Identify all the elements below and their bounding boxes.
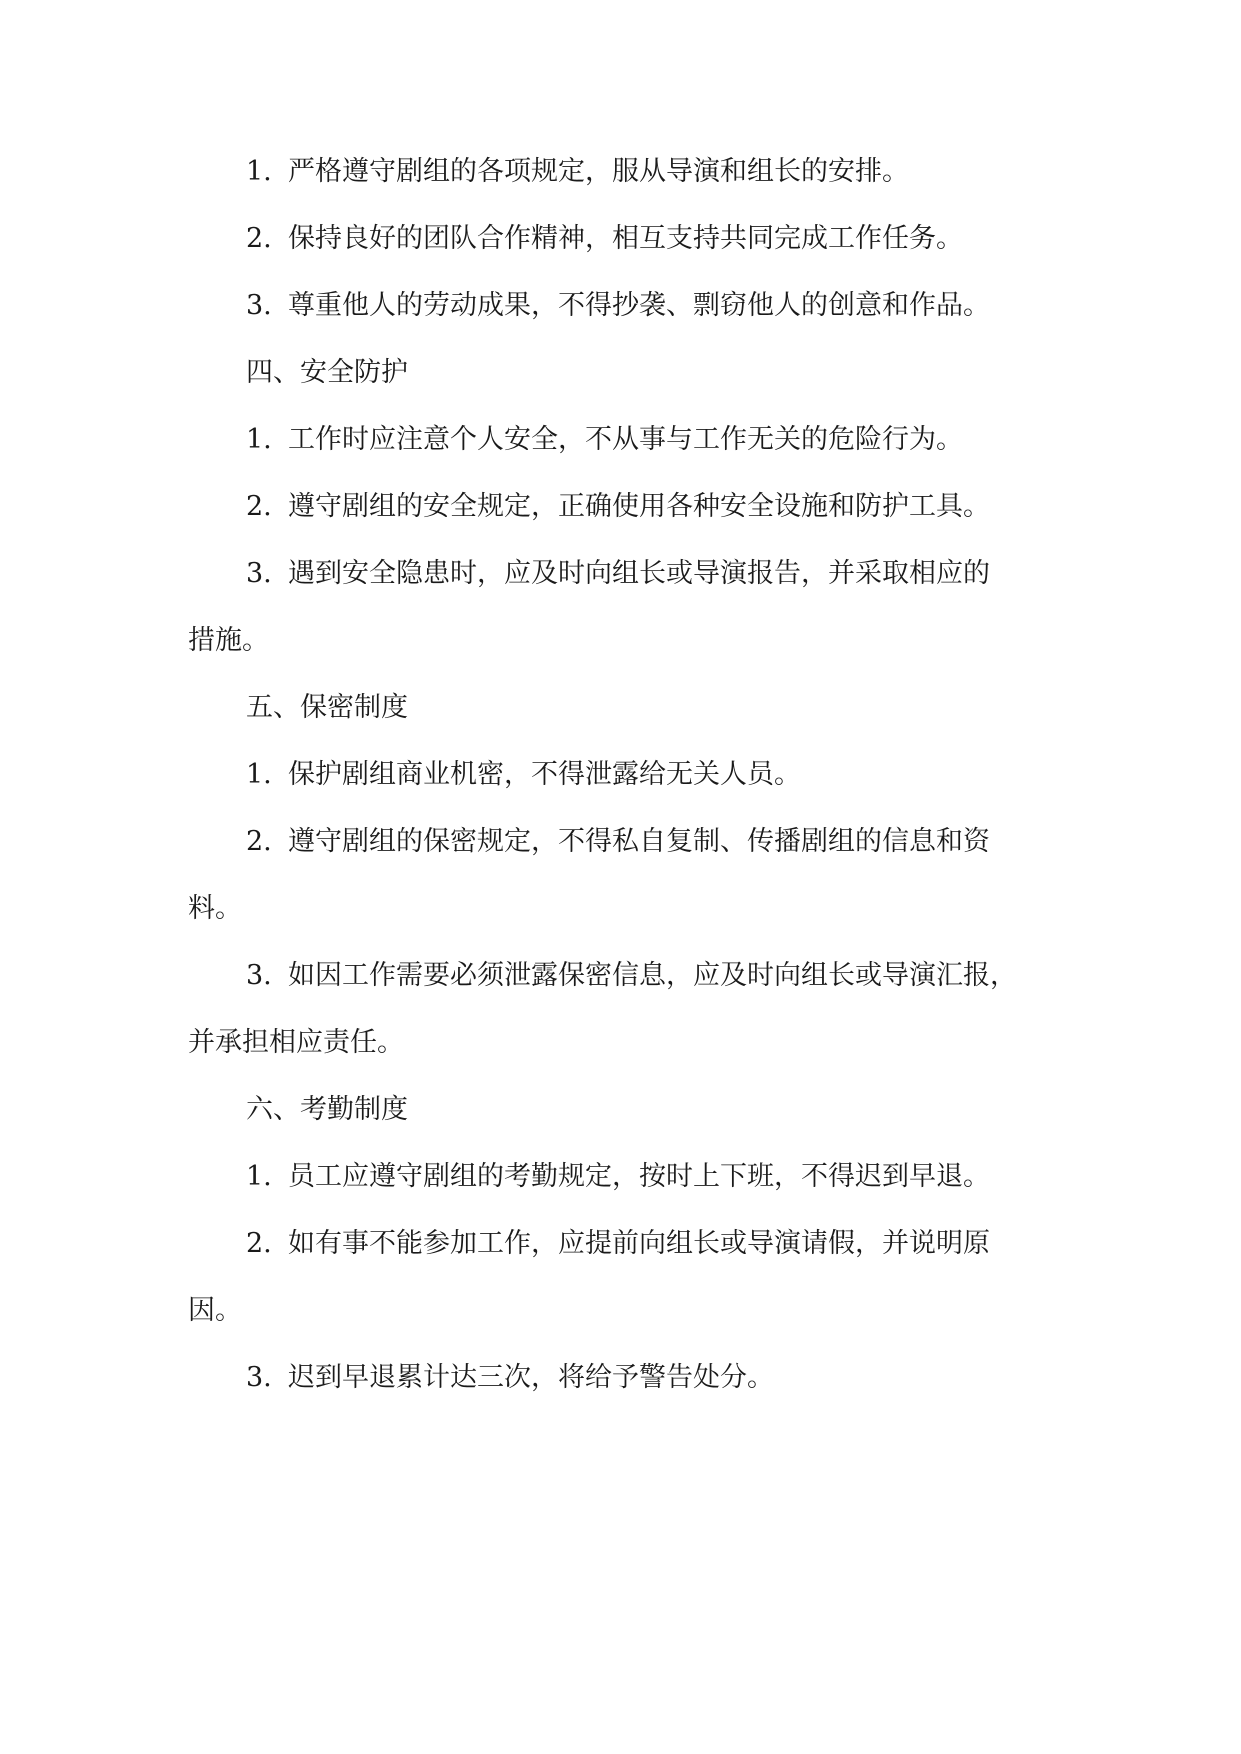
item-number: 3. bbox=[246, 960, 272, 991]
list-item bbox=[246, 154, 1126, 190]
heading-text: 六、考勤制度 bbox=[246, 1094, 408, 1125]
continuation-line bbox=[188, 891, 1068, 927]
item-number: 1. bbox=[246, 1161, 272, 1192]
continuation-line bbox=[188, 1025, 1068, 1061]
item-text: 工作时应注意个人安全，不从事与工作无关的危险行为。 bbox=[288, 424, 963, 455]
item-text: 遇到安全隐患时，应及时向组长或导演报告，并采取相应的 bbox=[288, 558, 990, 589]
item-text: 遵守剧组的保密规定，不得私自复制、传播剧组的信息和资 bbox=[288, 826, 990, 857]
item-number: 2. bbox=[246, 491, 272, 522]
item-text: 尊重他人的劳动成果，不得抄袭、剽窃他人的创意和作品。 bbox=[288, 290, 990, 321]
item-text: 严格遵守剧组的各项规定，服从导演和组长的安排。 bbox=[288, 156, 909, 187]
item-text: 迟到早退累计达三次，将给予警告处分。 bbox=[288, 1362, 774, 1393]
item-text: 如因工作需要必须泄露保密信息，应及时向组长或导演汇报， bbox=[288, 960, 1017, 991]
item-text: 遵守剧组的安全规定，正确使用各种安全设施和防护工具。 bbox=[288, 491, 990, 522]
section-heading bbox=[246, 355, 1126, 391]
list-item bbox=[246, 556, 1126, 592]
item-number: 1. bbox=[246, 759, 272, 790]
section-heading bbox=[246, 1092, 1126, 1128]
section-heading bbox=[246, 690, 1126, 726]
item-number: 1. bbox=[246, 424, 272, 455]
item-text: 如有事不能参加工作，应提前向组长或导演请假，并说明原 bbox=[288, 1228, 990, 1259]
heading-text: 五、保密制度 bbox=[246, 692, 408, 723]
list-item bbox=[246, 1226, 1126, 1262]
item-number: 2. bbox=[246, 826, 272, 857]
list-item bbox=[246, 288, 1126, 324]
list-item bbox=[246, 422, 1126, 458]
item-number: 2. bbox=[246, 1228, 272, 1259]
continuation-text: 料。 bbox=[188, 893, 242, 924]
item-number: 1. bbox=[246, 156, 272, 187]
list-item bbox=[246, 958, 1126, 994]
heading-text: 四、安全防护 bbox=[246, 357, 408, 388]
continuation-text: 并承担相应责任。 bbox=[188, 1027, 404, 1058]
list-item bbox=[246, 489, 1126, 525]
item-number: 3. bbox=[246, 290, 272, 321]
list-item bbox=[246, 221, 1126, 257]
list-item bbox=[246, 757, 1126, 793]
item-text: 员工应遵守剧组的考勤规定，按时上下班，不得迟到早退。 bbox=[288, 1161, 990, 1192]
item-number: 2. bbox=[246, 223, 272, 254]
item-number: 3. bbox=[246, 558, 272, 589]
continuation-line bbox=[188, 623, 1068, 659]
continuation-text: 措施。 bbox=[188, 625, 269, 656]
item-number: 3. bbox=[246, 1362, 272, 1393]
list-item bbox=[246, 824, 1126, 860]
continuation-text: 因。 bbox=[188, 1295, 242, 1326]
item-text: 保持良好的团队合作精神，相互支持共同完成工作任务。 bbox=[288, 223, 963, 254]
continuation-line bbox=[188, 1293, 1068, 1329]
item-text: 保护剧组商业机密，不得泄露给无关人员。 bbox=[288, 759, 801, 790]
list-item bbox=[246, 1159, 1126, 1195]
list-item bbox=[246, 1360, 1126, 1396]
